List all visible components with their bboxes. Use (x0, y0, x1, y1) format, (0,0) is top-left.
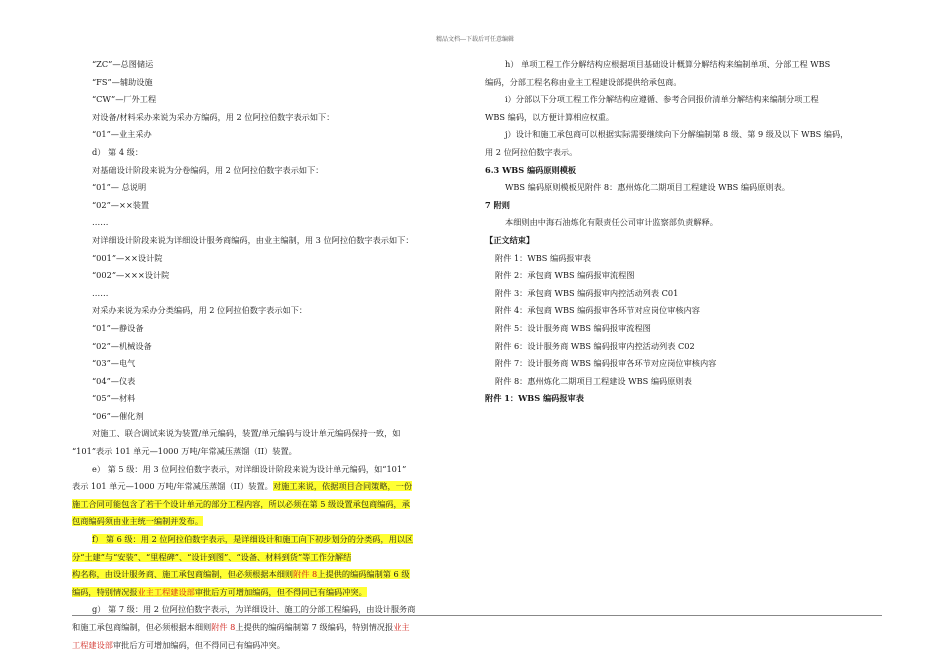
page-header: 精品文档---下载后可任意编辑 (435, 36, 515, 43)
attachment-6: 附件 6：设计服务商 WBS 编码报审内控活动列表 C02 (495, 340, 695, 351)
code-owner: “01”—业主采办 (92, 129, 152, 140)
volume-01: “01”— 总说明 (92, 182, 147, 193)
level6-line-3 (72, 566, 468, 584)
class-05: “05”—材料 (92, 393, 136, 404)
item-j-line-2: 用 2 位阿拉伯数字表示。 (485, 146, 578, 157)
designer-002: “002”—×××设计院 (92, 270, 170, 281)
owner-dept: 业主工程建设部 (137, 586, 195, 597)
class-02: “02”—机械设备 (92, 340, 152, 351)
section-6-3-heading: 6.3 WBS 编码原则模板 (485, 164, 577, 175)
level5-line-1: e） 第 5 级：用 3 位阿拉伯数字表示，对详细设计阶段来说为设计单元编码，如“101” (92, 463, 407, 474)
level4-heading: d） 第 4 级： (92, 146, 144, 157)
item-h-line-1: h） 单项工程工作分解结构应根据项目基础设计概算分解结构来编制单项、分部工程 WBS (505, 59, 831, 69)
volume-02: “02”—××装置 (92, 199, 150, 210)
designer-001: “001”—××设计院 (92, 252, 163, 263)
section-7-text: 本细则由中海石油炼化有限责任公司审计监察部负责解释。 (505, 217, 718, 228)
attachment-8-ref: 附件 8 (211, 622, 236, 632)
attachment-5: 附件 5：设计服务商 WBS 编码报审流程图 (495, 322, 651, 333)
level7-text-3b: 审批后方可增加编码，但不得同已有编码冲突。 (112, 639, 285, 650)
left-column (72, 56, 468, 654)
ellipsis-2: …… (92, 287, 109, 298)
level5-highlight-1: 对施工来说，依据项目合同策略，一份 (272, 481, 413, 492)
attachment-3: 附件 3：承包商 WBS 编码报审内控活动列表 C01 (495, 287, 679, 298)
level5-line-2 (72, 478, 468, 496)
level7-line-3 (72, 637, 468, 655)
item-i-line-2: WBS 编码，以方便计算相应权重。 (485, 111, 615, 122)
level6-highlight-3a: 构名称，由设计服务商、施工承包商编制，但必须根据本细则 (72, 569, 294, 580)
class-06: “06”—催化剂 (92, 410, 144, 421)
ellipsis-1: …… (92, 217, 109, 228)
level5-text: 表示 101 单元—1000 万吨/年常减压蒸馏（II）装置。 (72, 481, 273, 492)
class-01: “01”—静设备 (92, 322, 144, 333)
basic-intro: 对基础设计阶段来说为分卷编码，用 2 位阿拉伯数字表示如下： (92, 164, 324, 175)
level7-text-2a: 和施工承包商编制，但必须根据本细则 (72, 622, 212, 632)
attachment-7: 附件 7：设计服务商 WBS 编码报审各环节对应岗位审核内容 (495, 358, 717, 369)
attachment-1-title: 附件 1：WBS 编码报审表 (485, 393, 584, 404)
level6-highlight-3c: 上提供的编码编制第 6 级 (317, 569, 410, 580)
level7-text-2c: 上提供的编码编制第 7 级编码，特别情况报 (235, 622, 394, 632)
section-6-3-text: WBS 编码原则模板见附件 8：惠州炼化二期项目工程建设 WBS 编码原则表。 (505, 182, 790, 193)
level5-highlight-3: 包商编码须由业主统一编制并发布。 (72, 516, 204, 527)
attachment-2: 附件 2：承包商 WBS 编码报审流程图 (495, 270, 635, 281)
item-j-line-1: j）设计和施工承包商可以根据实际需要继续向下分解编制第 8 级、第 9 级及以下 WBS 编码， (505, 129, 849, 140)
level5-line-3 (72, 496, 468, 514)
section-7-heading: 7 附则 (485, 199, 510, 210)
class-intro: 对采办来说为采办分类编码，用 2 位阿拉伯数字表示如下： (92, 305, 308, 316)
owner-ref-a: 业主 (393, 622, 410, 632)
purchase-intro: 对设备/材料采办来说为采办方编码，用 2 位阿拉伯数字表示如下： (92, 111, 335, 122)
attachment-8: 附件 8：惠州炼化二期项目工程建设 WBS 编码原则表 (495, 375, 692, 386)
construct-line-1: 对施工、联合调试来说为装置/单元编码，装置/单元编码与设计单元编码保持一致，如 (92, 428, 401, 439)
attachment-1: 附件 1：WBS 编码报审表 (495, 252, 591, 263)
level6-line-1 (72, 531, 468, 549)
detail-intro: 对详细设计阶段来说为详细设计服务商编码，由业主编制，用 3 位阿拉伯数字表示如下： (92, 234, 414, 245)
bottom-rule (72, 615, 882, 616)
code-zc: “ZC”—总图储运 (92, 59, 154, 69)
code-fs: “FS”—辅助设施 (92, 76, 153, 87)
level5-line-4 (72, 513, 468, 531)
level6-highlight-2: 分“土建”与“安装”、“里程碑”、“设计到图”、“设备、材料到货”等工作分解结 (72, 551, 352, 562)
level6-highlight-4a: 编码，特别情况报 (72, 586, 138, 597)
class-04: “04”—仪表 (92, 375, 136, 386)
construct-line-2: “101”表示 101 单元—1000 万吨/年常减压蒸馏（II）装置。 (72, 446, 297, 457)
level6-line-4 (72, 584, 468, 602)
level6-line-2 (72, 549, 468, 567)
level6-highlight-1: f） 第 6 级：用 2 位阿拉伯数字表示，是详细设计和施工向下初步划分的分类码，用以区 (92, 534, 414, 545)
attachment-8-link: 附件 8 (293, 569, 318, 580)
attachment-4: 附件 4：承包商 WBS 编码报审各环节对应岗位审核内容 (495, 305, 700, 316)
item-i-line-1: i）分部以下分项工程工作分解结构应遵循、参考合同报价清单分解结构来编制分项工程 (505, 94, 819, 105)
code-cw: “CW”—厂外工程 (92, 94, 157, 105)
end-marker: 【正文结束】 (485, 234, 535, 245)
right-column (485, 56, 881, 408)
level7-line-1: g） 第 7 级：用 2 位阿拉伯数字表示，为详细设计、施工的分部工程编码，由设计服务商 (92, 604, 416, 615)
class-03: “03”—电气 (92, 358, 136, 369)
item-h-line-2: 编码，分部工程名称由业主工程建设部提供给承包商。 (485, 76, 682, 87)
owner-ref-b: 工程建设部 (72, 639, 113, 650)
level5-highlight-2: 施工合同可能包含了若干个设计单元的部分工程内容，所以必须在第 5 级设置承包商编码，承 (72, 498, 410, 509)
level6-highlight-4c: 审批后方可增加编码，但不得同已有编码冲突。 (194, 586, 367, 597)
level7-line-2 (72, 619, 468, 637)
